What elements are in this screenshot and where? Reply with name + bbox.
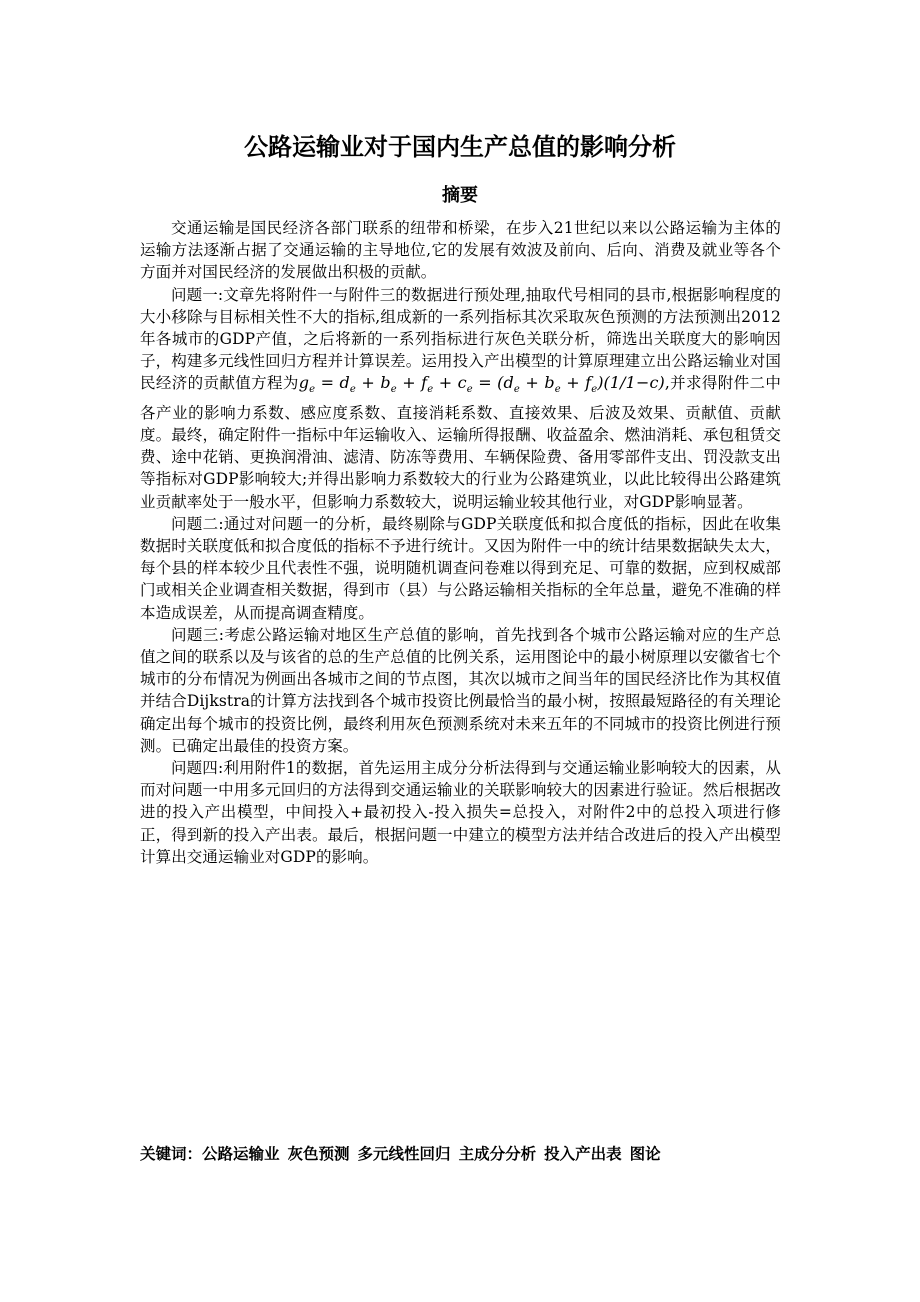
keywords-line: [140, 1143, 669, 1165]
abstract-paragraph-4: 问题三:考虑公路运输对地区生产总值的影响，首先找到各个城市公路运输对应的生产总值之间的联系以及与该省的总的生产总值的比例关系，运用图论中的最小树原理以安徽省七个城市的分布情况为例画出各城市之间的节点图，其次以城市之间当年的国民经济比作为其权值并结合Dijkstra的计算方法找到各个城市投资比例最恰当的最小树，按照最短路径的有关理论确定出每个城市的投资比例，最终利用灰色预测系统对未来五年的不同城市的投资比例进行预测。已确定出最佳的投资方案。: [140, 625, 781, 755]
paragraph-2-text-after-formula: ,并求得附件二中各产业的影响力系数、感应度系数、直接消耗系数、直接效果、后波及效果、贡献值、贡献度。最终，确定附件一指标中年运输收入、运输所得报酬、收益盈余、燃油消耗、承包租赁交费、途中花销、更换润滑油、滤清、防冻等费用、车辆保险费、备用零部件支出、罚没款支出等指标对GDP影响较大;并得出影响力系数较大的行业为公路建筑业，以此比较得出公路建筑业贡献率处于一般水平，但影响力系数较大，说明运输业较其他行业，对GDP影响显著。: [140, 374, 782, 511]
keywords-label: 关键词：: [140, 1145, 203, 1163]
keyword: 公路运输业: [202, 1145, 280, 1163]
abstract-paragraph-2: [140, 284, 781, 513]
abstract-paragraph-3: 问题二:通过对问题一的分析，最终剔除与GDP关联度低和拟合度低的指标，因此在收集数据时关联度低和拟合度低的指标不予进行统计。又因为附件一中的统计结果数据缺失太大，每个县的样本较少且代表性不强，说明随机调查问卷难以得到充足、可靠的数据，应到权威部门或相关企业调查相关数据，得到市（县）与公路运输相关指标的全年总量，避免不准确的样本造成误差，从而提高调查精度。: [140, 514, 781, 622]
abstract-paragraph-1: 交通运输是国民经济各部门联系的纽带和桥梁，在步入21世纪以来以公路运输为主体的运输方法逐渐占据了交通运输的主导地位,它的发展有效波及前向、后向、消费及就业等各个方面并对国民经济的发展做出积极的贡献。: [140, 219, 781, 282]
abstract-body: [140, 217, 781, 868]
contribution-formula: $g_e = d_e + b_e + f_e + c_e = (d_e + b_e + f_e)(1/1-c)$: [298, 373, 665, 396]
keyword: 灰色预测: [287, 1145, 350, 1163]
paragraph-2-text-before-formula: 问题一:文章先将附件一与附件三的数据进行预处理,抽取代号相同的县市,根据影响程度的大小移除与目标相关性不大的指标,组成新的一系列指标其次采取灰色预测的方法预测出2012年各城市的GDP产值，之后将新的一系列指标进行灰色关联分析，筛选出关联度大的影响因子，构建多元线性回归方程并计算误差。运用投入产出模型的计算原理建立出公路运输业对国民经济的贡献值方程为: [140, 285, 781, 393]
abstract-heading: 摘要: [442, 185, 478, 206]
keyword: 图论: [629, 1145, 661, 1163]
keyword: 主成分分析: [458, 1145, 537, 1163]
paper-title: 公路运输业对于国内生产总值的影响分析: [244, 133, 676, 161]
abstract-paragraph-5: 问题四:利用附件1的数据，首先运用主成分分析法得到与交通运输业影响较大的因素，从而对问题一中用多元回归的方法得到交通运输业的关联影响较大的因素进行验证。然后根据改进的投入产出模型，中间投入+最初投入-投入损失=总投入，对附件2中的总投入项进行修正，得到新的投入产出表。最后，根据问题一中建立的模型方法并结合改进后的投入产出模型计算出交通运输业对GDP的影响。: [140, 759, 781, 866]
keyword: 多元线性回归: [357, 1145, 451, 1163]
keyword: 投入产出表: [544, 1145, 622, 1163]
